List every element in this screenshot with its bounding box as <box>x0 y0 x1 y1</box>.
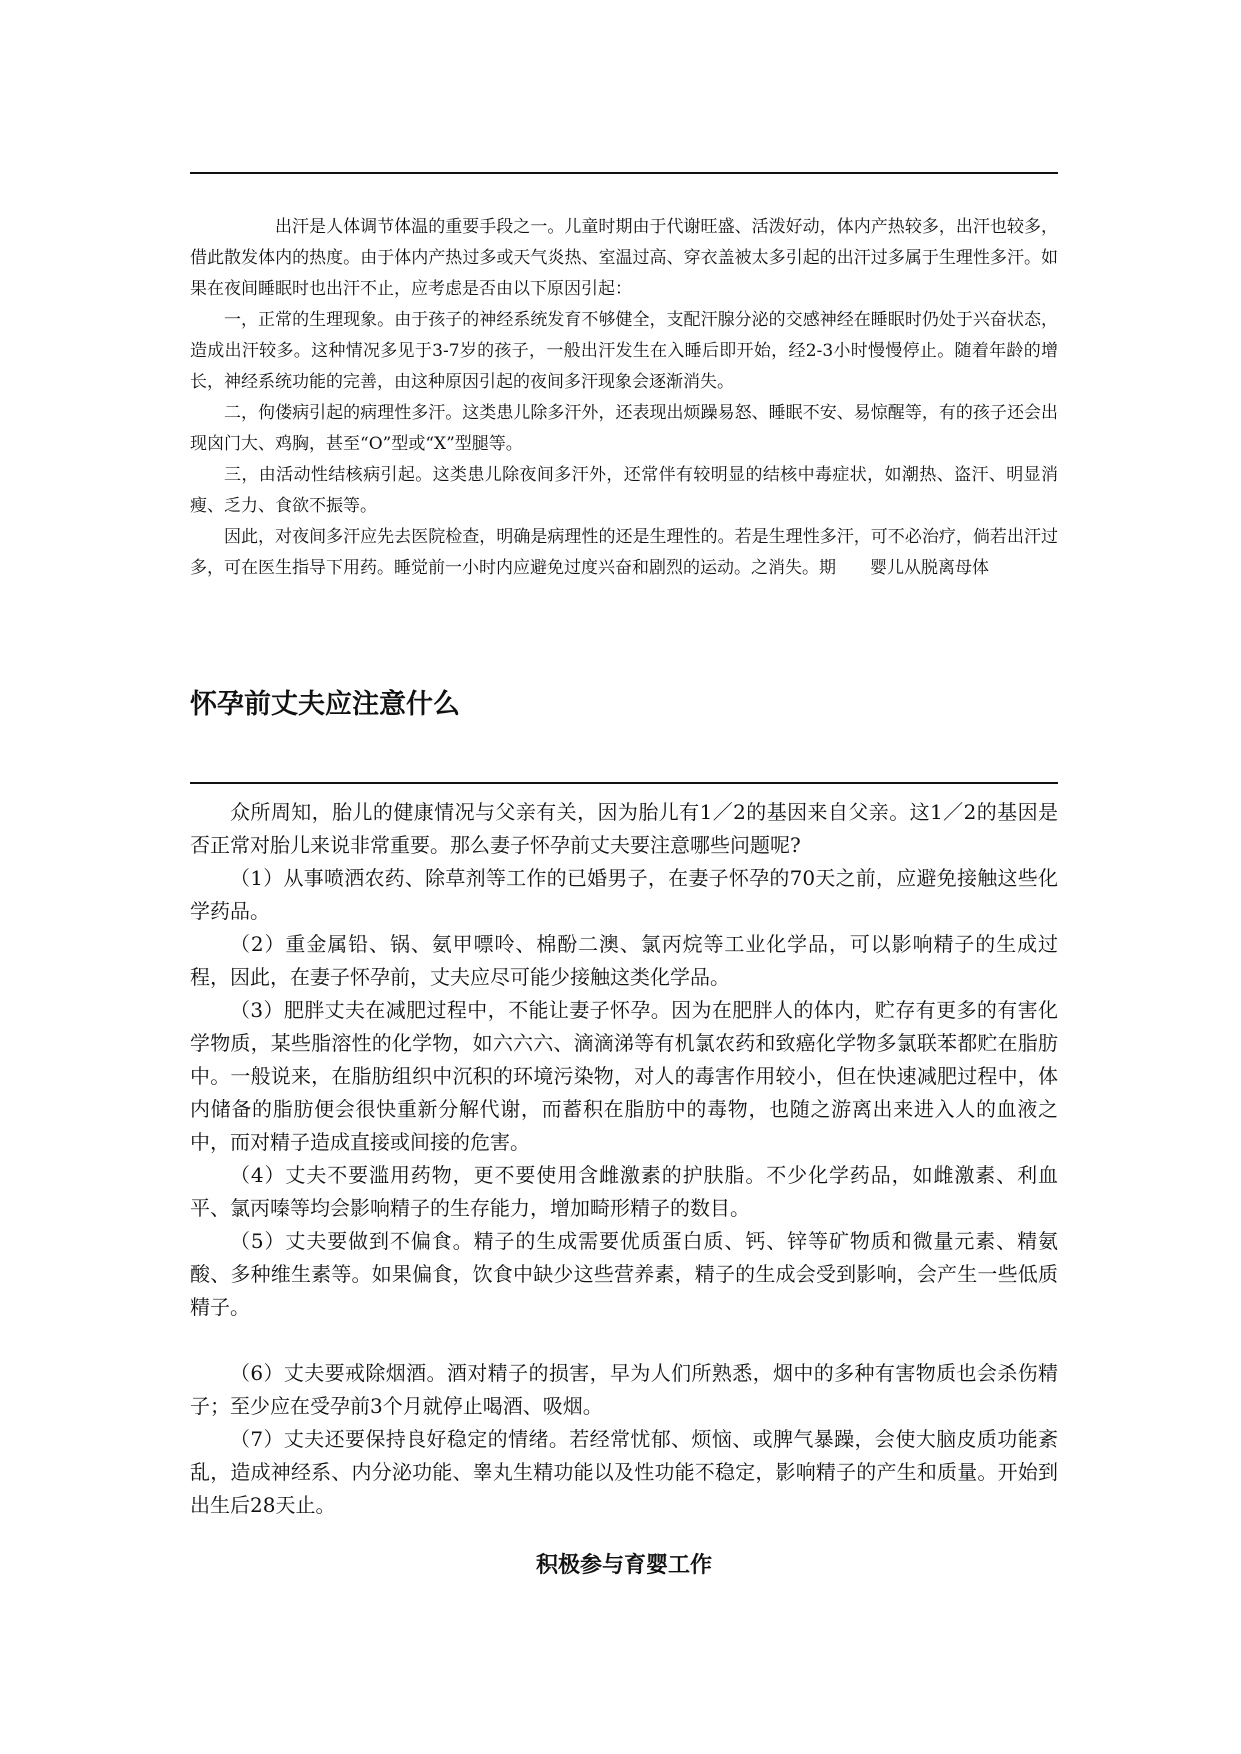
paragraph: 一，正常的生理现象。由于孩子的神经系统发育不够健全，支配汗腺分泌的交感神经在睡眠时仍处于兴奋状态，造成出汗较多。这种情况多见于3-7岁的孩子，一般出汗发生在入睡后即开始，经2-3小时慢慢停止。随着年龄的增长，神经系统功能的完善，由这种原因引起的夜间多汗现象会逐渐消失。 <box>190 310 1058 392</box>
paragraph: （3）肥胖丈夫在减肥过程中，不能让妻子怀孕。因为在肥胖人的体内，贮存有更多的有害化学物质，某些脂溶性的化学物，如六六六、滴滴涕等有机氯农药和致癌化学物多氯联苯都贮在脂肪中。一般说来，在脂肪组织中沉积的环境污染物，对人的毒害作用较小，但在快速减肥过程中，体内储备的脂肪便会很快重新分解代谢，而蓄积在脂肪中的毒物，也随之游离出来进入人的血液之中，而对精子造成直接或间接的危害。 <box>190 998 1058 1154</box>
section-heading: 积极参与育婴工作 <box>535 1553 712 1578</box>
section-divider <box>190 782 1058 784</box>
paragraph: 因此，对夜间多汗应先去医院检查，明确是病理性的还是生理性的。若是生理性多汗，可不必治疗，倘若出汗过多，可在医生指导下用药。睡觉前一小时内应避免过度兴奋和剧烈的运动。之消失。期 婴儿从脱离母体 <box>190 527 1058 578</box>
paragraph: 三，由活动性结核病引起。这类患儿除夜间多汗外，还常伴有较明显的结核中毒症状，如潮热、盗汗、明显消瘦、乏力、食欲不振等。 <box>190 465 1058 516</box>
paragraph: （1）从事喷洒农药、除草剂等工作的已婚男子，在妻子怀孕的70天之前，应避免接触这些化学药品。 <box>190 866 1058 923</box>
paragraph: 众所周知，胎儿的健康情况与父亲有关，因为胎儿有1／2的基因来自父亲。这1／2的基因是否正常对胎儿来说非常重要。那么妻子怀孕前丈夫要注意哪些问题呢? <box>190 800 1058 857</box>
paragraph: 二，佝偻病引起的病理性多汗。这类患儿除多汗外，还表现出烦躁易怒、睡眠不安、易惊醒等，有的孩子还会出现囟门大、鸡胸，甚至“O”型或“X”型腿等。 <box>190 403 1058 454</box>
paragraph: （4）丈夫不要滥用药物，更不要使用含雌激素的护肤脂。不少化学药品，如雌激素、利血平、氯丙嗪等均会影响精子的生存能力，增加畸形精子的数目。 <box>190 1163 1058 1220</box>
sweating-article <box>190 212 1058 584</box>
paragraph: （7）丈夫还要保持良好稳定的情绪。若经常忧郁、烦恼、或脾气暴躁，会使大脑皮质功能紊乱，造成神经系、内分泌功能、睾丸生精功能以及性功能不稳定，影响精子的产生和质量。开始到出生后28天止。 <box>190 1427 1058 1517</box>
pre-pregnancy-article <box>190 796 1058 1522</box>
section-heading: 怀孕前丈夫应注意什么 <box>190 689 460 720</box>
paragraph: （2）重金属铅、锅、氨甲嘌呤、棉酚二澳、氯丙烷等工业化学品，可以影响精子的生成过程，因此，在妻子怀孕前，丈夫应尽可能少接触这类化学品。 <box>190 932 1058 989</box>
paragraph: （5）丈夫要做到不偏食。精子的生成需要优质蛋白质、钙、锌等矿物质和微量元素、精氨酸、多种维生素等。如果偏食，饮食中缺少这些营养素，精子的生成会受到影响，会产生一些低质精子。 <box>190 1229 1058 1319</box>
paragraph: 出汗是人体调节体温的重要手段之一。儿童时期由于代谢旺盛、活泼好动，体内产热较多，出汗也较多，借此散发体内的热度。由于体内产热过多或天气炎热、室温过高、穿衣盖被太多引起的出汗过多属于生理性多汗。如果在夜间睡眠时也出汗不止，应考虑是否由以下原因引起： <box>190 217 1058 299</box>
top-divider <box>190 172 1058 174</box>
paragraph: （6）丈夫要戒除烟酒。酒对精子的损害，早为人们所熟悉，烟中的多种有害物质也会杀伤精子；至少应在受孕前3个月就停止喝酒、吸烟。 <box>190 1361 1058 1418</box>
